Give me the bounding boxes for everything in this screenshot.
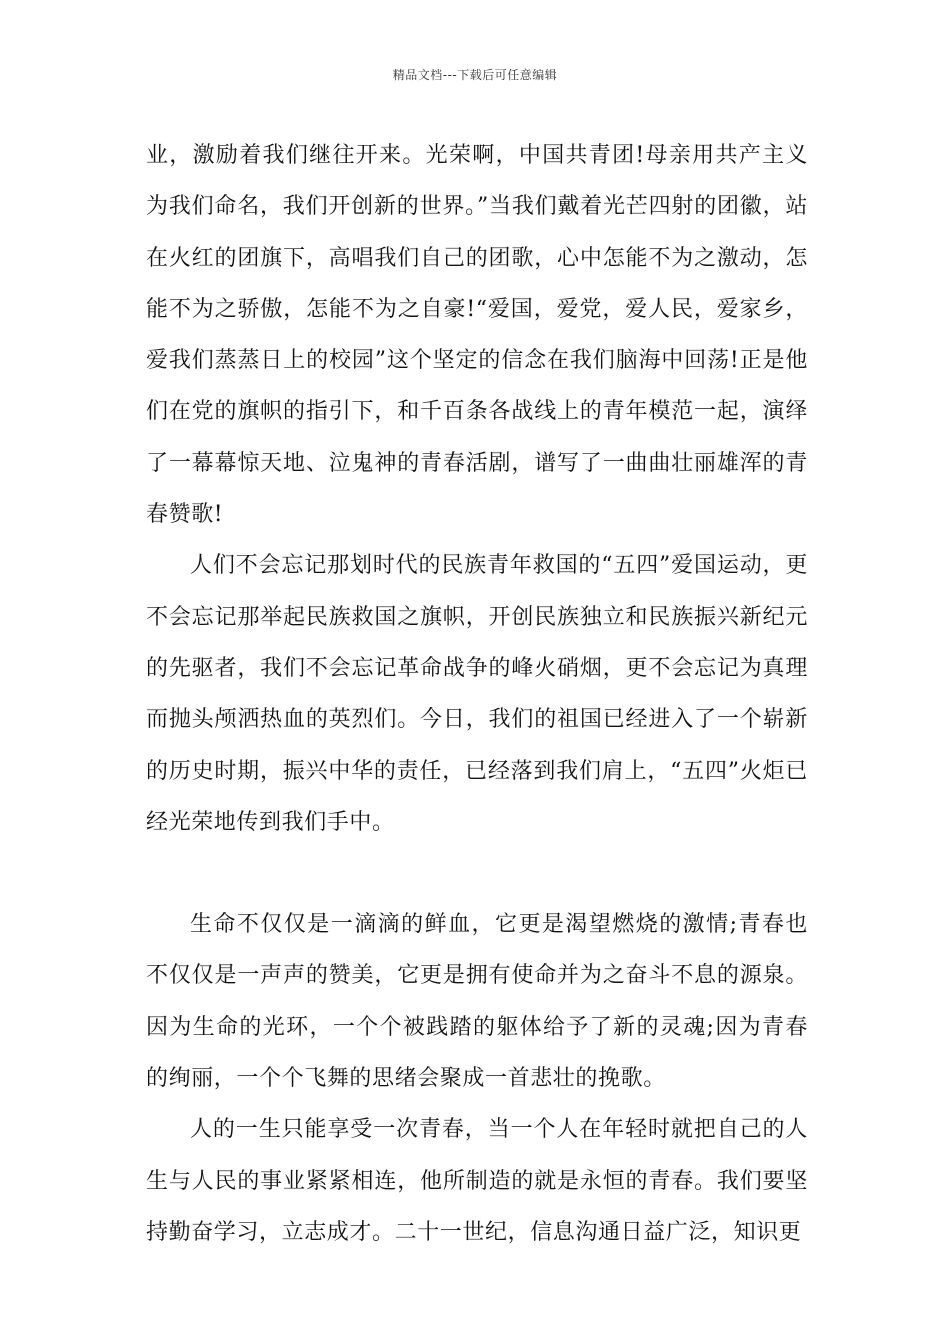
- paragraph-2: 人们不会忘记那划时代的民族青年救国的“五四”爱国运动，更不会忘记那举起民族救国之旗帜，开创民族独立和民族振兴新纪元的先驱者，我们不会忘记革命战争的峰火硝烟，更不会忘记为真理而抛头颅洒热血的英烈们。今日，我们的祖国已经进入了一个崭新的历史时期，振兴中华的责任，已经落到我们肩上，“五四”火炬已经光荣地传到我们手中。: [146, 553, 808, 835]
- paragraph-1: 业，激励着我们继往开来。光荣啊，中国共青团!母亲用共产主义为我们命名，我们开创新的世界。”当我们戴着光芒四射的团徽，站在火红的团旗下，高唱我们自己的团歌，心中怎能不为之激动，怎能不为之骄傲，怎能不为之自豪!“爱国，爱党，爱人民，爱家乡，爱我们蒸蒸日上的校园”这个坚定的信念在我们脑海中回荡!正是他们在党的旗帜的指引下，和千百条各战线上的青年模范一起，演绎了一幕幕惊天地、泣鬼神的青春活剧，谱写了一曲曲壮丽雄浑的青春赞歌!: [146, 143, 808, 528]
- page-header: 精品文档---下载后可任意编辑: [392, 68, 558, 82]
- paragraph-gap: [146, 848, 808, 899]
- paragraph-3: 生命不仅仅是一滴滴的鲜血，它更是渴望燃烧的激情;青春也不仅仅是一声声的赞美，它更是拥有使命并为之奋斗不息的源泉。因为生命的光环，一个个被践踏的躯体给予了新的灵魂;因为青春的绚丽，一个个飞舞的思绪会聚成一首悲壮的挽歌。: [146, 912, 808, 1092]
- paragraph-4: 人的一生只能享受一次青春，当一个人在年轻时就把自己的人生与人民的事业紧紧相连，他所制造的就是永恒的青春。我们要坚持勤奋学习，立志成才。二十一世纪，信息沟通日益广泛，知识更: [146, 1117, 808, 1245]
- document-body: [146, 130, 808, 1258]
